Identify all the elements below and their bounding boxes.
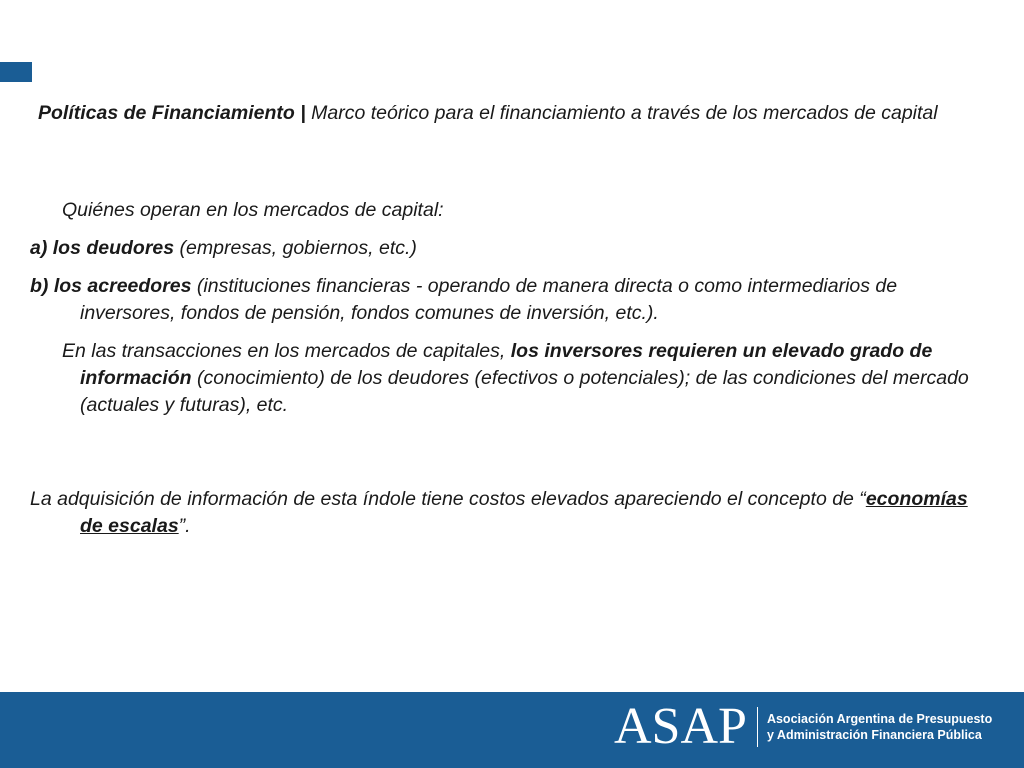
costs-end: ”. (178, 515, 191, 537)
intro-paragraph: Quiénes operan en los mercados de capital: (62, 199, 444, 221)
item-a-rest: (empresas, gobiernos, etc.) (174, 237, 417, 259)
footer-bar (0, 692, 1024, 768)
costs-paragraph (30, 486, 975, 540)
asap-logo (614, 699, 992, 755)
item-b-paragraph (30, 273, 975, 327)
transactions-rest: (conocimiento) de los deudores (efectivos o potenciales); de las condiciones del mercado (actuales y futuras), etc. (80, 367, 969, 416)
accent-square (0, 62, 32, 82)
slide-title (38, 100, 938, 127)
logo-divider (757, 707, 758, 747)
item-a-paragraph (30, 235, 975, 262)
logo-org-name (767, 711, 992, 743)
item-a-bold: a) los deudores (30, 237, 175, 259)
slide-body (30, 197, 975, 540)
costs-start: La adquisición de información de esta índole tiene costos elevados apareciendo el concepto de “ (30, 488, 866, 510)
transactions-start: En las transacciones en los mercados de capitales, (62, 340, 511, 362)
org-line-1: Asociación Argentina de Presupuesto (766, 712, 993, 726)
title-bold: Políticas de Financiamiento | (38, 102, 306, 124)
item-b-bold: b) los acreedores (30, 275, 192, 297)
org-line-2: y Administración Financiera Pública (766, 728, 982, 742)
costs-emphasis: economías de escalas (80, 488, 968, 537)
transactions-paragraph (30, 338, 975, 419)
item-b-rest: (instituciones financieras - operando de manera directa o como intermediarios de inversores, fondos de pensión, fondos comunes de inversión, etc.). (80, 275, 898, 324)
logo-word: ASAP (614, 698, 747, 755)
transactions-bold: los inversores requieren un elevado grado de información (80, 340, 933, 389)
title-rest: Marco teórico para el financiamiento a través de los mercados de capital (305, 102, 938, 124)
